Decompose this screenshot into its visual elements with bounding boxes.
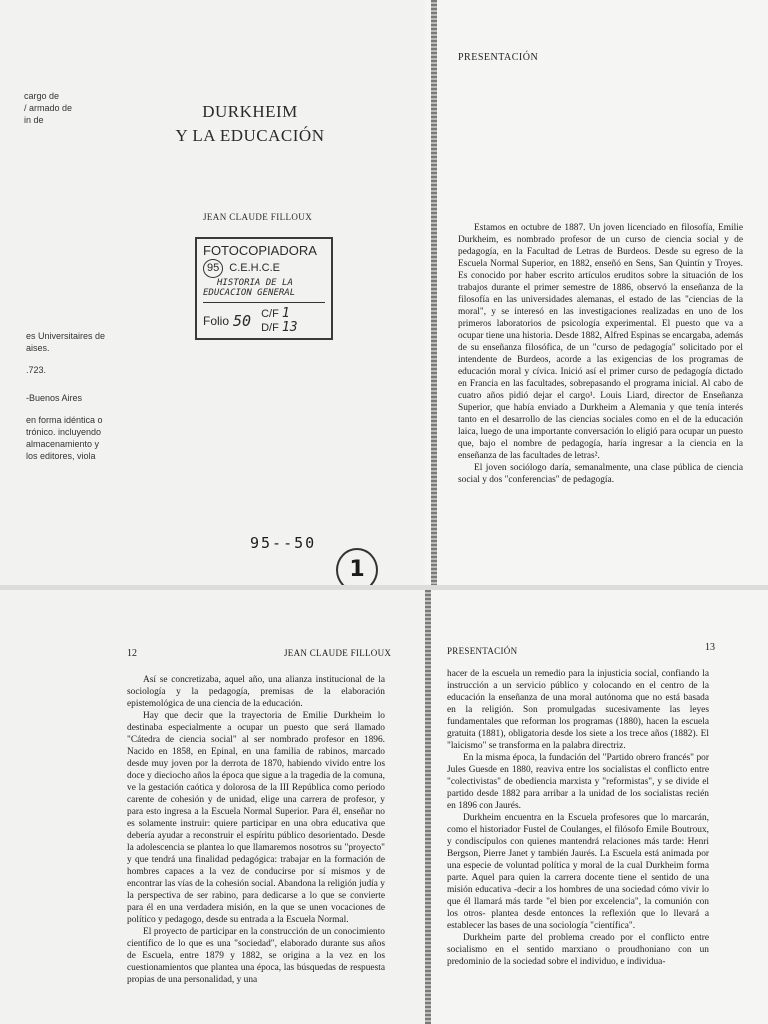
cut-line: cargo de — [24, 91, 60, 101]
folio-label: Folio — [203, 314, 230, 328]
cut-line: / armado de — [24, 103, 73, 113]
presentation-page — [425, 0, 768, 585]
left-fragment: almacenamiento y — [26, 439, 100, 449]
page-12-body — [127, 674, 385, 986]
paragraph: El proyecto de participar en la construcción de un conocimiento científico de lo que es una "sociedad", elaborado durante sus años de Escuela, entre 1879 y 1882, se origina a la vez en los cuestionamientos que plantea una época, las búsquedas de respuesta propias de una personalidad, y una — [127, 927, 385, 985]
paragraph: Hay que decir que la trayectoria de Emilie Durkheim lo destinaba especialmente a ocupar un puesto que será llamado "Cátedra de ciencia social" al ser nombrado profesor en 1896. Nacido en 1858, en Epinal, en una familia de rabinos, marcado desde muy joven por la derrota de 1870, habiendo vivido entre los doce y dieciocho años la época que sigue a la tragedia de la comuna, ve la gestación caótica y dolorosa de la III República como periodo carente de cohesión y de unidad, elige una carrera de profesor, y para esto ingresa a la Escuela Normal Superior. Para él, enseñar no es solamente instruir: quiere participar en una obra educativa que debería ayudar a reconstruir el espíritu público desorientado. Desde la adolescencia se plantea lo que llamaremos nosotros su "proyecto" y que tendrá una finalidad pedagógica: trabajar en la formación de hombres capaces a la vez de conducirse por sí mismos y de encontrar las vías de la cohesión social. Abandona la religión judía y la perspectiva de ser rabino, para dedicarse a lo que se convierte para él en una verdadera misión, en la que se unen vocaciones de político y pedagogo, desde su entrada a la Escuela Normal. — [127, 711, 385, 925]
page-13-body — [447, 668, 709, 968]
df-value: 13 — [281, 320, 298, 335]
left-fragment: -Buenos Aires — [26, 393, 83, 403]
cf-value: 1 — [281, 306, 290, 321]
book-title-line2: Y LA EDUCACIÓN — [175, 126, 325, 145]
paragraph: Durkheim encuentra en la Escuela profesores que lo marcarán, como el historiador Fustel de Coulanges, el filósofo Emile Boutroux, y condiscípulos con quienes mantendrá relaciones más tarde: Henri Bergson, Pierre Janet y también Jaurés. La Escuela está animada por una especie de voluntad política y moral de la cual Durkheim forma parte. Aquel para quien la carrera docente tiene el sentido de una misión educativa -decir a los hombres de una sociedad cómo vivir lo que él llamará más tarde "el bien por excelencia", la comunión con los otros- plantea desde entonces la reflexión que lo llevará a establecer las bases de una sociología "científica". — [447, 813, 709, 931]
title-page — [0, 0, 425, 585]
presentation-body — [458, 222, 743, 486]
stamp-line1: FOTOCOPIADORA — [203, 243, 317, 258]
paragraph: Durkheim parte del problema creado por el conflicto entre socialismo en el sentido marxiano o proudhoniano con un predominio de la sociedad sobre el individuo, e individua- — [447, 933, 709, 967]
library-stamp — [195, 237, 333, 340]
folio-value: 50 — [233, 312, 252, 330]
page-number: 13 — [705, 642, 715, 653]
section-heading: PRESENTACIÓN — [458, 52, 539, 63]
df-label: D/F — [261, 322, 279, 334]
running-head: JEAN CLAUDE FILLOUX — [284, 648, 392, 658]
binding-edge — [425, 590, 431, 1024]
binding-edge — [431, 0, 437, 585]
book-title-line1: DURKHEIM — [202, 102, 298, 121]
left-fragment: en forma idéntica o — [26, 415, 103, 425]
left-fragment: los editores, viola — [26, 451, 96, 461]
left-fragment: aises. — [26, 343, 50, 353]
paragraph: El joven sociólogo daría, semanalmente, una clase pública de ciencia social y dos "conferencias" de pedagogía. — [458, 463, 743, 485]
left-fragment: trónico. incluyendo — [26, 427, 102, 437]
left-fragment: .723. — [26, 365, 47, 375]
left-fragment: es Universitaires de — [26, 331, 106, 341]
paragraph: Estamos en octubre de 1887. Un joven licenciado en filosofía, Emilie Durkheim, es nombrado profesor de un curso de ciencia social y de pedagogía, en la Facultad de Letras de Burdeos. Desde su egreso de la Escuela Normal Superior, en 1882, enseñó en Sens, San Quintín y Troyes. Es conocido por haber escrito artículos eruditos sobre la situación de los trabajos durante el primer semestre de 1886, observó la enseñanza de la filosofía en las universidades alemanas, el estado de las "ciencias de la moral", y se interesó en las investigaciones realizadas en uno de los primeros laboratorios de psicología experimental. El puesto que va a ocupar tiene una historia. Desde 1882, Alfred Espinas se encargaba, además de su enseñanza filosófica, de un "curso de pedagogía" solicitado por el intendente de Burdeos, acorde a las exigencias de los programas de educación moral y cívica. Inició así el primer curso de pedagogía dictado en Francia en las facultades, sobrepasando el programa inicial. Al cabo de cuatro años pidió dejar el cargo¹. Louis Liard, director de Enseñanza Superior, que había enviado a Durkheim a Alemania y que tenía interés tanto en el desarrollo de las ciencias sociales como en el de la educación laica, luego de una importante conversación lo eligió para ocupar un puesto que, bajo el nombre de pedagogía, haría ingresar a la ciencia en la enseñanza de las facultades de letras². — [458, 223, 743, 461]
page-13 — [425, 590, 768, 1024]
paragraph: En la misma época, la fundación del "Partido obrero francés" por Jules Guesde en 1880, reaviva entre los socialistas el conflicto entre "colectivistas" de obediencia marxista y "reformistas", y se divide el partido desde 1882 para arribar a la unidad de los socialistas recién en 1896 con Jaurés. — [447, 753, 709, 811]
page-number: 12 — [127, 648, 137, 659]
circled-number: 1 — [336, 548, 378, 585]
page-12 — [0, 590, 425, 1024]
catalog-code: 95--50 — [250, 534, 317, 552]
paragraph: Así se concretizaba, aquel año, una alianza institucional de la sociología y la pedagogía, premisas de la elaboración epistemológica de una ciencia de la educación. — [127, 675, 385, 709]
paragraph: hacer de la escuela un remedio para la injusticia social, confiando la instrucción a un servicio público y colocando en el centro de la educación la enseñanza de una moral autónoma que no está basada en la religión. Son promulgadas sucesivamente las leyes fundamentales que reforman los programas (1880), hacen la escuela gratuita (1881), obligatoria desde los siete a los trece años (1882). El "laicismo" se transforma en la palabra directriz. — [447, 669, 709, 751]
stamp-org: C.E.H.C.E — [229, 262, 280, 274]
running-head: PRESENTACIÓN — [447, 646, 518, 656]
author-name: JEAN CLAUDE FILLOUX — [203, 212, 313, 222]
stamp-number: 95 — [203, 259, 223, 278]
stamp-handwriting-2: EDUCACION GENERAL — [203, 288, 296, 298]
stamp-handwriting-1: HISTORIA DE LA — [217, 278, 293, 288]
cf-label: C/F — [261, 308, 279, 320]
cut-line: in de — [24, 115, 44, 125]
